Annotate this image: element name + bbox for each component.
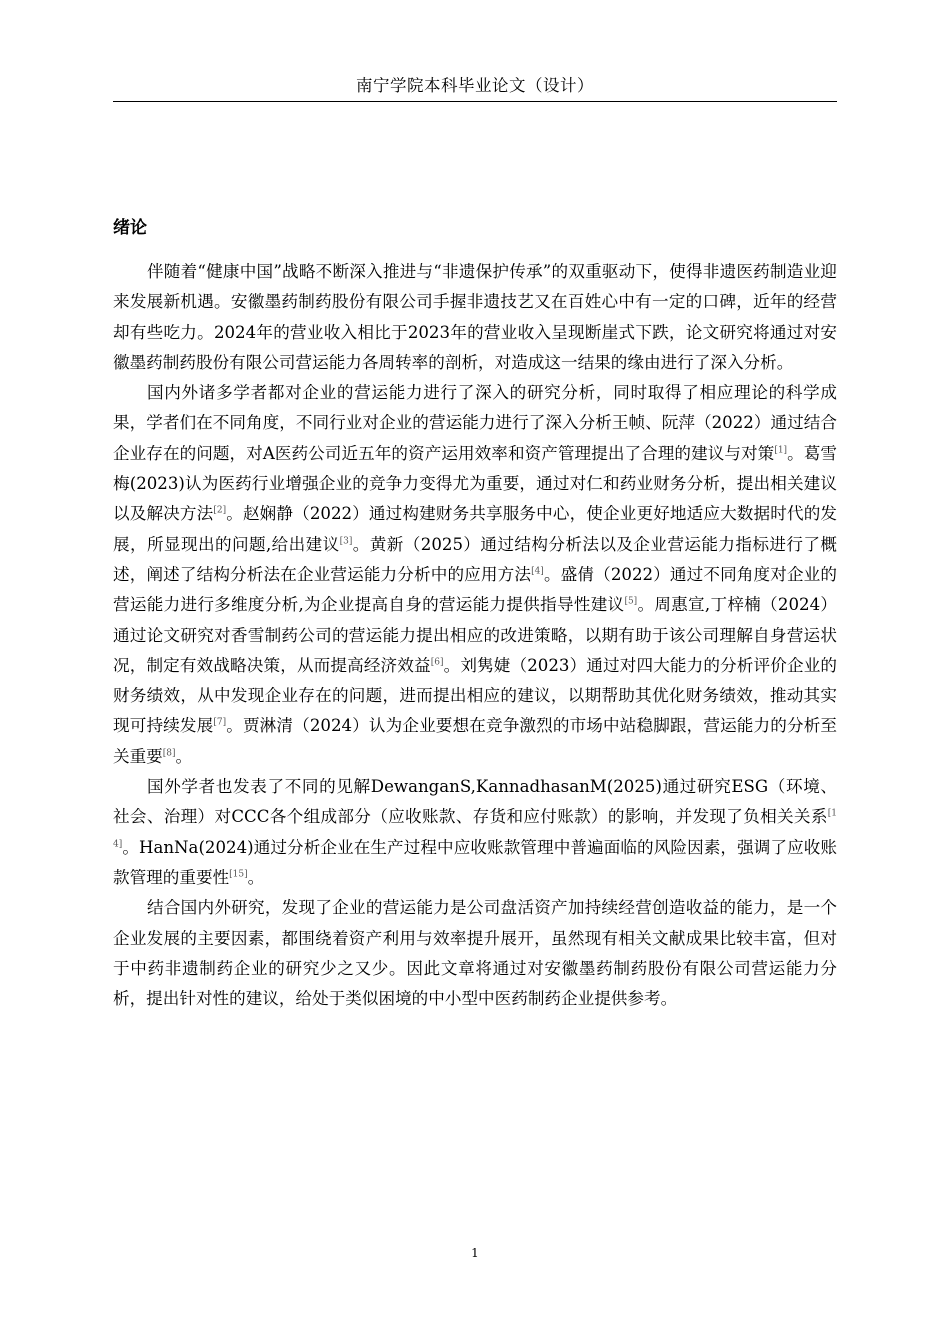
paragraph-2-text-3: 。赵娴静（2022）通过构建财务共享服务中心，使企业更好地适应大数据时代的发展，所显现出的问题,给出建议 bbox=[113, 504, 838, 554]
citation-3: [3] bbox=[339, 536, 353, 547]
citation-2: [2] bbox=[213, 505, 227, 516]
paragraph-2-text-7: 。刘隽婕（2023）通过对四大能力的分析评价企业的财务绩效，从中发现企业存在的问题，进而提出相应的建议，以期帮助其优化财务绩效，推动其实现可持续发展 bbox=[113, 655, 838, 736]
paragraph-2-text-6: 。周惠宣,丁梓楠（2024）通过论文研究对香雪制药公司的营运能力提出相应的改进策略，以期有助于该公司理解自身营运状况，制定有效战略决策，从而提高经济效益 bbox=[113, 595, 837, 675]
running-header: 南宁学院本科毕业论文（设计） bbox=[356, 76, 594, 95]
paragraph-2-text-2: 。葛雪梅(2023)认为医药行业增强企业的竞争力变得尤为重要，通过对仁和药业财务分析，提出相关建议以及解决方法 bbox=[113, 443, 838, 524]
body-text bbox=[113, 257, 837, 1014]
paragraph-3-text-2: 。HanNa(2024)通过分析企业在生产过程中应收账款管理中普遍面临的风险因素，强调了应收账款管理的重要性 bbox=[113, 837, 837, 887]
citation-7: [7] bbox=[213, 717, 227, 728]
paragraph-2-text-1: 国内外诸多学者都对企业的营运能力进行了深入的研究分析，同时取得了相应理论的科学成果，学者们在不同角度，不同行业对企业的营运能力进行了深入分析王帧、阮萍（2022）通过结合企业存在的问题，对A医药公司近五年的资产运用效率和资产管理提出了合理的建议与对策 bbox=[113, 383, 837, 463]
citation-1: [1] bbox=[774, 445, 788, 456]
header-rule bbox=[113, 101, 837, 102]
paragraph-2-text-4: 。黄新（2025）通过结构分析法以及企业营运能力指标进行了概述，阐述了结构分析法在企业营运能力分析中的应用方法 bbox=[113, 534, 837, 584]
citation-5: [5] bbox=[624, 596, 638, 607]
paragraph-2-text-8: 。贾淋清（2024）认为企业要想在竞争激烈的市场中站稳脚跟，营运能力的分析至关重要 bbox=[113, 716, 838, 766]
paragraph-2-text-9: 。 bbox=[175, 746, 193, 766]
citation-6: [6] bbox=[430, 657, 444, 668]
citation-8: [8] bbox=[162, 748, 176, 759]
page-number: 1 bbox=[471, 1246, 479, 1260]
section-heading: 绪论 bbox=[113, 218, 147, 238]
paragraph-3-text-1: 国外学者也发表了不同的见解DewanganS,KannadhasanM(2025)通过研究ESG（环境、社会、治理）对CCC各个组成部分（应收账款、存货和应付账款）的影响，并发现了负相关关系 bbox=[113, 777, 837, 827]
paragraph-4: 结合国内外研究，发现了企业的营运能力是公司盘活资产加持续经营创造收益的能力，是一个企业发展的主要因素，都围绕着资产利用与效率提升展开，虽然现有相关文献成果比较丰富，但对于中药非遗制药企业的研究少之又少。因此文章将通过对安徽墨药制药股份有限公司营运能力分析，提出针对性的建议，给处于类似困境的中小型中医药制药企业提供参考。 bbox=[113, 898, 837, 1009]
paragraph-3 bbox=[113, 772, 837, 893]
paragraph-2-text-5: 。盛倩（2022）通过不同角度对企业的营运能力进行多维度分析,为企业提高自身的营运能力提供指导性建议 bbox=[113, 564, 838, 615]
paragraph-3-text-3: 。 bbox=[247, 867, 265, 887]
citation-15: [15] bbox=[229, 869, 248, 880]
paragraph-2 bbox=[113, 378, 837, 772]
citation-4: [4] bbox=[531, 566, 544, 577]
paragraph-1: 伴随着“健康中国”战略不断深入推进与“非遗保护传承”的双重驱动下，使得非遗医药制造业迎来发展新机遇。安徽墨药制药股份有限公司手握非遗技艺又在百姓心中有一定的口碑，近年的经营却有些吃力。2024年的营业收入相比于2023年的营业收入呈现断崖式下跌，论文研究将通过对安徽墨药制药股份有限公司营运能力各周转率的剖析，对造成这一结果的缘由进行了深入分析。 bbox=[113, 262, 837, 372]
citation-14: [14] bbox=[113, 808, 837, 850]
